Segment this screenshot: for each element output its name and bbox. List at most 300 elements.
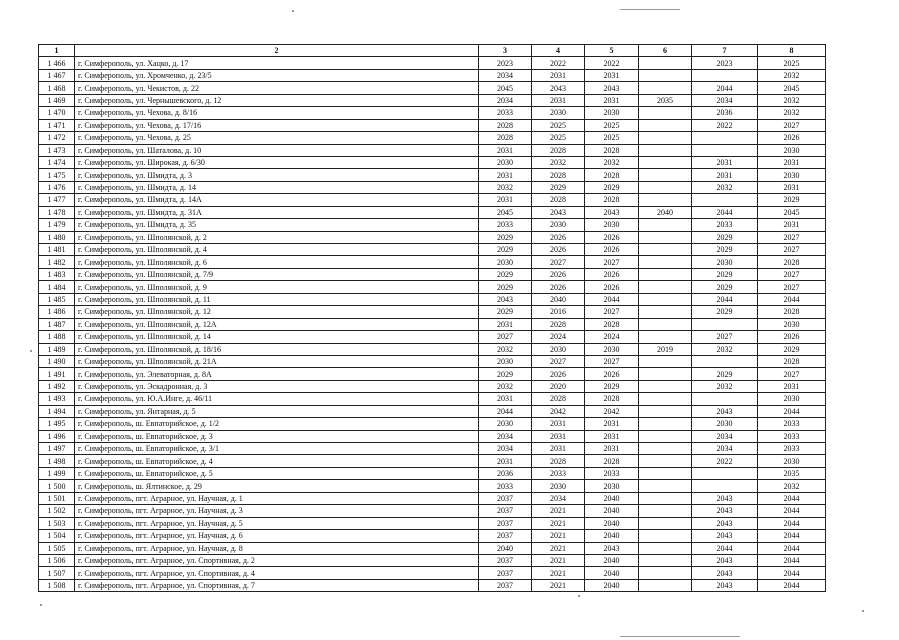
cell-year-col-3: 2031	[479, 318, 532, 330]
cell-year-col-6	[639, 579, 692, 591]
cell-year-col-3: 2029	[479, 306, 532, 318]
cell-year-col-8: 2044	[758, 542, 826, 554]
cell-year-col-3: 2034	[479, 94, 532, 106]
cell-year-col-7: 2043	[692, 567, 758, 579]
cell-year-col-6	[639, 144, 692, 156]
cell-year-col-7: 2022	[692, 455, 758, 467]
cell-row-number: 1 504	[39, 530, 75, 542]
table-row	[39, 281, 826, 293]
cell-year-col-6	[639, 293, 692, 305]
table-row	[39, 355, 826, 367]
cell-row-number: 1 475	[39, 169, 75, 181]
cell-year-col-8: 2044	[758, 579, 826, 591]
cell-year-col-6	[639, 368, 692, 380]
cell-year-col-6	[639, 517, 692, 529]
cell-address: г. Симферополь, ул. Шполянской, д. 6	[75, 256, 479, 268]
cell-year-col-4: 2031	[532, 69, 585, 81]
cell-year-col-7: 2030	[692, 418, 758, 430]
cell-address: г. Симферополь, ул. Чехова, д. 25	[75, 132, 479, 144]
cell-year-col-8: 2032	[758, 69, 826, 81]
table-row	[39, 343, 826, 355]
cell-year-col-7: 2029	[692, 268, 758, 280]
cell-year-col-8: 2027	[758, 281, 826, 293]
cell-year-col-7: 2034	[692, 430, 758, 442]
cell-year-col-7: 2023	[692, 57, 758, 69]
cell-year-col-5: 2043	[585, 542, 639, 554]
cell-year-col-8: 2031	[758, 380, 826, 392]
cell-year-col-5: 2027	[585, 256, 639, 268]
cell-year-col-7	[692, 393, 758, 405]
column-header: 7	[692, 45, 758, 57]
cell-year-col-3: 2033	[479, 219, 532, 231]
cell-year-col-5: 2040	[585, 567, 639, 579]
cell-year-col-8: 2030	[758, 393, 826, 405]
cell-year-col-3: 2031	[479, 194, 532, 206]
cell-year-col-3: 2031	[479, 144, 532, 156]
cell-address: г. Симферополь, ул. Шполянской, д. 18/16	[75, 343, 479, 355]
cell-year-col-5: 2026	[585, 268, 639, 280]
cell-row-number: 1 499	[39, 467, 75, 479]
table-row	[39, 368, 826, 380]
table-row	[39, 132, 826, 144]
cell-year-col-7: 2034	[692, 94, 758, 106]
cell-year-col-5: 2031	[585, 443, 639, 455]
cell-row-number: 1 497	[39, 443, 75, 455]
scan-artifact-bottom	[620, 636, 740, 637]
table-row	[39, 306, 826, 318]
cell-year-col-4: 2032	[532, 156, 585, 168]
cell-year-col-5: 2026	[585, 368, 639, 380]
cell-year-col-3: 2030	[479, 156, 532, 168]
cell-address: г. Симферополь, ул. Ю.А.Инге, д. 46/11	[75, 393, 479, 405]
cell-year-col-6	[639, 443, 692, 455]
cell-address: г. Симферополь, ш. Евпаторийское, д. 1/2	[75, 418, 479, 430]
cell-address: г. Симферополь, ул. Янтарная, д. 5	[75, 405, 479, 417]
cell-year-col-6	[639, 492, 692, 504]
cell-year-col-5: 2026	[585, 281, 639, 293]
cell-row-number: 1 486	[39, 306, 75, 318]
table-row	[39, 579, 826, 591]
cell-year-col-8: 2031	[758, 156, 826, 168]
cell-year-col-4: 2025	[532, 132, 585, 144]
cell-year-col-8: 2033	[758, 443, 826, 455]
cell-year-col-6	[639, 306, 692, 318]
cell-year-col-7	[692, 318, 758, 330]
cell-year-col-5: 2043	[585, 82, 639, 94]
cell-row-number: 1 507	[39, 567, 75, 579]
scan-speck	[30, 350, 32, 352]
cell-address: г. Симферополь, ул. Шполянской, д. 4	[75, 244, 479, 256]
cell-year-col-7: 2031	[692, 156, 758, 168]
cell-year-col-4: 2021	[532, 579, 585, 591]
cell-year-col-4: 2027	[532, 355, 585, 367]
cell-year-col-8: 2029	[758, 194, 826, 206]
cell-year-col-5: 2040	[585, 517, 639, 529]
table-row	[39, 554, 826, 566]
cell-year-col-3: 2037	[479, 492, 532, 504]
cell-year-col-6	[639, 430, 692, 442]
table-row	[39, 181, 826, 193]
scan-speck	[862, 610, 864, 612]
cell-year-col-3: 2029	[479, 281, 532, 293]
cell-year-col-6	[639, 194, 692, 206]
cell-year-col-7: 2033	[692, 219, 758, 231]
cell-year-col-4: 2026	[532, 244, 585, 256]
cell-year-col-6	[639, 467, 692, 479]
cell-address: г. Симферополь, ш. Евпаторийское, д. 5	[75, 467, 479, 479]
cell-year-col-3: 2034	[479, 430, 532, 442]
cell-year-col-8: 2044	[758, 530, 826, 542]
cell-year-col-5: 2040	[585, 530, 639, 542]
cell-year-col-4: 2028	[532, 393, 585, 405]
cell-year-col-7: 2029	[692, 306, 758, 318]
cell-year-col-4: 2021	[532, 530, 585, 542]
cell-year-col-4: 2024	[532, 331, 585, 343]
cell-year-col-3: 2028	[479, 119, 532, 131]
cell-row-number: 1 479	[39, 219, 75, 231]
cell-year-col-5: 2022	[585, 57, 639, 69]
cell-address: г. Симферополь, ул. Хромченко, д. 23/5	[75, 69, 479, 81]
table-row	[39, 144, 826, 156]
cell-row-number: 1 470	[39, 107, 75, 119]
cell-year-col-8: 2044	[758, 567, 826, 579]
cell-row-number: 1 473	[39, 144, 75, 156]
cell-year-col-6	[639, 256, 692, 268]
cell-year-col-8: 2026	[758, 132, 826, 144]
cell-year-col-8: 2027	[758, 119, 826, 131]
cell-row-number: 1 472	[39, 132, 75, 144]
cell-row-number: 1 485	[39, 293, 75, 305]
table-row	[39, 244, 826, 256]
cell-year-col-8: 2030	[758, 144, 826, 156]
cell-address: г. Симферополь, пгт. Аграрное, ул. Спортивная, д. 7	[75, 579, 479, 591]
cell-year-col-6	[639, 244, 692, 256]
cell-year-col-5: 2028	[585, 455, 639, 467]
cell-year-col-4: 2020	[532, 380, 585, 392]
table-body	[39, 57, 826, 592]
cell-row-number: 1 471	[39, 119, 75, 131]
cell-year-col-3: 2029	[479, 368, 532, 380]
cell-year-col-6	[639, 405, 692, 417]
cell-row-number: 1 496	[39, 430, 75, 442]
cell-year-col-7	[692, 69, 758, 81]
cell-year-col-3: 2031	[479, 169, 532, 181]
cell-row-number: 1 476	[39, 181, 75, 193]
cell-year-col-6	[639, 530, 692, 542]
cell-year-col-6	[639, 169, 692, 181]
cell-year-col-5: 2030	[585, 480, 639, 492]
cell-row-number: 1 493	[39, 393, 75, 405]
cell-year-col-5: 2040	[585, 579, 639, 591]
cell-year-col-4: 2030	[532, 343, 585, 355]
cell-year-col-4: 2028	[532, 194, 585, 206]
cell-year-col-8: 2030	[758, 169, 826, 181]
cell-year-col-7: 2043	[692, 505, 758, 517]
cell-year-col-5: 2042	[585, 405, 639, 417]
table-row	[39, 492, 826, 504]
cell-year-col-7: 2043	[692, 492, 758, 504]
cell-row-number: 1 495	[39, 418, 75, 430]
cell-year-col-6	[639, 380, 692, 392]
table-row	[39, 567, 826, 579]
cell-year-col-5: 2029	[585, 181, 639, 193]
cell-year-col-7: 2032	[692, 181, 758, 193]
cell-year-col-3: 2045	[479, 206, 532, 218]
cell-year-col-3: 2037	[479, 505, 532, 517]
cell-year-col-4: 2028	[532, 318, 585, 330]
cell-row-number: 1 477	[39, 194, 75, 206]
cell-year-col-6	[639, 119, 692, 131]
cell-year-col-6	[639, 57, 692, 69]
cell-year-col-4: 2031	[532, 418, 585, 430]
scan-speck	[40, 604, 42, 606]
cell-year-col-5: 2028	[585, 144, 639, 156]
table-row	[39, 505, 826, 517]
cell-year-col-6	[639, 219, 692, 231]
column-header: 8	[758, 45, 826, 57]
column-header: 5	[585, 45, 639, 57]
cell-row-number: 1 481	[39, 244, 75, 256]
cell-year-col-6	[639, 554, 692, 566]
cell-year-col-5: 2033	[585, 467, 639, 479]
cell-year-col-5: 2044	[585, 293, 639, 305]
cell-year-col-7	[692, 132, 758, 144]
cell-year-col-6	[639, 455, 692, 467]
cell-year-col-5: 2028	[585, 393, 639, 405]
cell-year-col-8: 2030	[758, 455, 826, 467]
cell-address: г. Симферополь, ул. Хацко, д. 17	[75, 57, 479, 69]
cell-year-col-4: 2026	[532, 268, 585, 280]
cell-year-col-7: 2044	[692, 542, 758, 554]
cell-year-col-3: 2033	[479, 480, 532, 492]
table-row	[39, 169, 826, 181]
cell-year-col-6	[639, 69, 692, 81]
cell-year-col-6	[639, 418, 692, 430]
cell-year-col-8: 2031	[758, 219, 826, 231]
cell-year-col-5: 2031	[585, 418, 639, 430]
cell-year-col-5: 2030	[585, 219, 639, 231]
cell-year-col-4: 2031	[532, 430, 585, 442]
cell-year-col-5: 2027	[585, 306, 639, 318]
cell-year-col-6	[639, 268, 692, 280]
cell-year-col-6	[639, 331, 692, 343]
cell-row-number: 1 501	[39, 492, 75, 504]
cell-year-col-4: 2016	[532, 306, 585, 318]
cell-year-col-6	[639, 107, 692, 119]
cell-address: г. Симферополь, ул. Элеваторная, д. 8А	[75, 368, 479, 380]
cell-year-col-3: 2032	[479, 380, 532, 392]
cell-address: г. Симферополь, пгт. Аграрное, ул. Спортивная, д. 2	[75, 554, 479, 566]
cell-year-col-8: 2044	[758, 554, 826, 566]
cell-address: г. Симферополь, ул. Шполянской, д. 12	[75, 306, 479, 318]
cell-year-col-6	[639, 181, 692, 193]
cell-year-col-3: 2037	[479, 579, 532, 591]
cell-row-number: 1 487	[39, 318, 75, 330]
cell-address: г. Симферополь, ул. Шмидта, д. 35	[75, 219, 479, 231]
cell-address: г. Симферополь, ул. Шмидта, д. 3	[75, 169, 479, 181]
cell-year-col-8: 2044	[758, 405, 826, 417]
column-header: 3	[479, 45, 532, 57]
table-row	[39, 455, 826, 467]
cell-year-col-5: 2025	[585, 132, 639, 144]
cell-year-col-7: 2029	[692, 231, 758, 243]
cell-year-col-3: 2033	[479, 107, 532, 119]
cell-address: г. Симферополь, ул. Чехова, д. 17/16	[75, 119, 479, 131]
cell-year-col-8: 2044	[758, 517, 826, 529]
table-row	[39, 69, 826, 81]
cell-year-col-7: 2036	[692, 107, 758, 119]
cell-year-col-8: 2045	[758, 206, 826, 218]
cell-year-col-7: 2030	[692, 256, 758, 268]
cell-address: г. Симферополь, ул. Шполянской, д. 21А	[75, 355, 479, 367]
cell-year-col-3: 2044	[479, 405, 532, 417]
cell-address: г. Симферополь, ул. Чекистов, д. 22	[75, 82, 479, 94]
cell-year-col-7: 2043	[692, 405, 758, 417]
cell-year-col-8: 2025	[758, 57, 826, 69]
cell-address: г. Симферополь, ш. Евпаторийское, д. 4	[75, 455, 479, 467]
cell-year-col-8: 2028	[758, 355, 826, 367]
cell-year-col-6	[639, 156, 692, 168]
cell-year-col-4: 2029	[532, 181, 585, 193]
cell-year-col-4: 2021	[532, 517, 585, 529]
cell-year-col-7	[692, 355, 758, 367]
cell-year-col-7: 2034	[692, 443, 758, 455]
cell-year-col-5: 2040	[585, 492, 639, 504]
cell-year-col-5: 2040	[585, 554, 639, 566]
cell-address: г. Симферополь, пгт. Аграрное, ул. Научная, д. 1	[75, 492, 479, 504]
cell-year-col-4: 2030	[532, 480, 585, 492]
cell-year-col-8: 2044	[758, 293, 826, 305]
column-header: 6	[639, 45, 692, 57]
cell-row-number: 1 500	[39, 480, 75, 492]
table-row	[39, 393, 826, 405]
cell-year-col-7: 2043	[692, 554, 758, 566]
cell-year-col-4: 2031	[532, 443, 585, 455]
table-row	[39, 318, 826, 330]
cell-year-col-6	[639, 318, 692, 330]
cell-year-col-4: 2021	[532, 567, 585, 579]
cell-year-col-8: 2033	[758, 430, 826, 442]
cell-year-col-7: 2043	[692, 579, 758, 591]
cell-address: г. Симферополь, ул. Эскадронная, д. 3	[75, 380, 479, 392]
cell-year-col-7	[692, 480, 758, 492]
cell-year-col-7: 2044	[692, 293, 758, 305]
cell-year-col-7: 2032	[692, 343, 758, 355]
cell-year-col-4: 2021	[532, 554, 585, 566]
table-row	[39, 119, 826, 131]
cell-year-col-3: 2027	[479, 331, 532, 343]
cell-year-col-3: 2028	[479, 132, 532, 144]
cell-row-number: 1 488	[39, 331, 75, 343]
cell-year-col-8: 2027	[758, 231, 826, 243]
cell-row-number: 1 483	[39, 268, 75, 280]
table-row	[39, 542, 826, 554]
cell-year-col-4: 2033	[532, 467, 585, 479]
cell-year-col-7: 2022	[692, 119, 758, 131]
cell-row-number: 1 480	[39, 231, 75, 243]
cell-year-col-7: 2043	[692, 517, 758, 529]
table-row	[39, 219, 826, 231]
cell-year-col-4: 2028	[532, 169, 585, 181]
cell-year-col-6	[639, 393, 692, 405]
cell-year-col-3: 2031	[479, 455, 532, 467]
cell-year-col-4: 2028	[532, 455, 585, 467]
cell-address: г. Симферополь, ул. Чехова, д. 8/16	[75, 107, 479, 119]
cell-year-col-3: 2029	[479, 268, 532, 280]
cell-year-col-7: 2044	[692, 206, 758, 218]
cell-row-number: 1 508	[39, 579, 75, 591]
cell-year-col-5: 2026	[585, 231, 639, 243]
cell-row-number: 1 502	[39, 505, 75, 517]
cell-year-col-3: 2040	[479, 542, 532, 554]
cell-year-col-5: 2026	[585, 244, 639, 256]
cell-year-col-4: 2043	[532, 82, 585, 94]
cell-year-col-3: 2023	[479, 57, 532, 69]
cell-year-col-7: 2027	[692, 331, 758, 343]
table-row	[39, 82, 826, 94]
cell-row-number: 1 474	[39, 156, 75, 168]
cell-year-col-8: 2032	[758, 94, 826, 106]
cell-year-col-3: 2031	[479, 393, 532, 405]
header-row	[39, 45, 826, 57]
cell-year-col-4: 2026	[532, 231, 585, 243]
cell-row-number: 1 468	[39, 82, 75, 94]
cell-year-col-6: 2019	[639, 343, 692, 355]
cell-row-number: 1 505	[39, 542, 75, 554]
table-row	[39, 156, 826, 168]
table-row	[39, 418, 826, 430]
cell-year-col-4: 2025	[532, 119, 585, 131]
cell-year-col-6	[639, 567, 692, 579]
table-row	[39, 517, 826, 529]
cell-row-number: 1 492	[39, 380, 75, 392]
cell-year-col-7	[692, 467, 758, 479]
cell-year-col-8: 2032	[758, 480, 826, 492]
cell-address: г. Симферополь, ул. Шмидта, д. 14А	[75, 194, 479, 206]
cell-year-col-7	[692, 194, 758, 206]
cell-year-col-4: 2021	[532, 505, 585, 517]
cell-year-col-8: 2033	[758, 418, 826, 430]
cell-year-col-3: 2043	[479, 293, 532, 305]
cell-year-col-5: 2043	[585, 206, 639, 218]
table-row	[39, 194, 826, 206]
cell-year-col-6	[639, 231, 692, 243]
cell-address: г. Симферополь, ул. Шмидта, д. 14	[75, 181, 479, 193]
cell-year-col-5: 2031	[585, 69, 639, 81]
cell-address: г. Симферополь, пгт. Аграрное, ул. Научная, д. 6	[75, 530, 479, 542]
cell-year-col-5: 2040	[585, 505, 639, 517]
cell-year-col-4: 2043	[532, 206, 585, 218]
cell-year-col-6: 2040	[639, 206, 692, 218]
cell-year-col-4: 2030	[532, 219, 585, 231]
cell-address: г. Симферополь, ул. Шаталова, д. 10	[75, 144, 479, 156]
cell-year-col-3: 2037	[479, 517, 532, 529]
cell-year-col-7: 2029	[692, 244, 758, 256]
cell-year-col-3: 2037	[479, 567, 532, 579]
cell-year-col-3: 2034	[479, 69, 532, 81]
cell-address: г. Симферополь, ул. Шполянской, д. 2	[75, 231, 479, 243]
table-row	[39, 467, 826, 479]
cell-year-col-4: 2026	[532, 368, 585, 380]
cell-row-number: 1 491	[39, 368, 75, 380]
cell-year-col-4: 2034	[532, 492, 585, 504]
cell-row-number: 1 484	[39, 281, 75, 293]
cell-year-col-3: 2037	[479, 554, 532, 566]
cell-year-col-4: 2021	[532, 542, 585, 554]
cell-year-col-6	[639, 542, 692, 554]
table-row	[39, 480, 826, 492]
cell-row-number: 1 469	[39, 94, 75, 106]
